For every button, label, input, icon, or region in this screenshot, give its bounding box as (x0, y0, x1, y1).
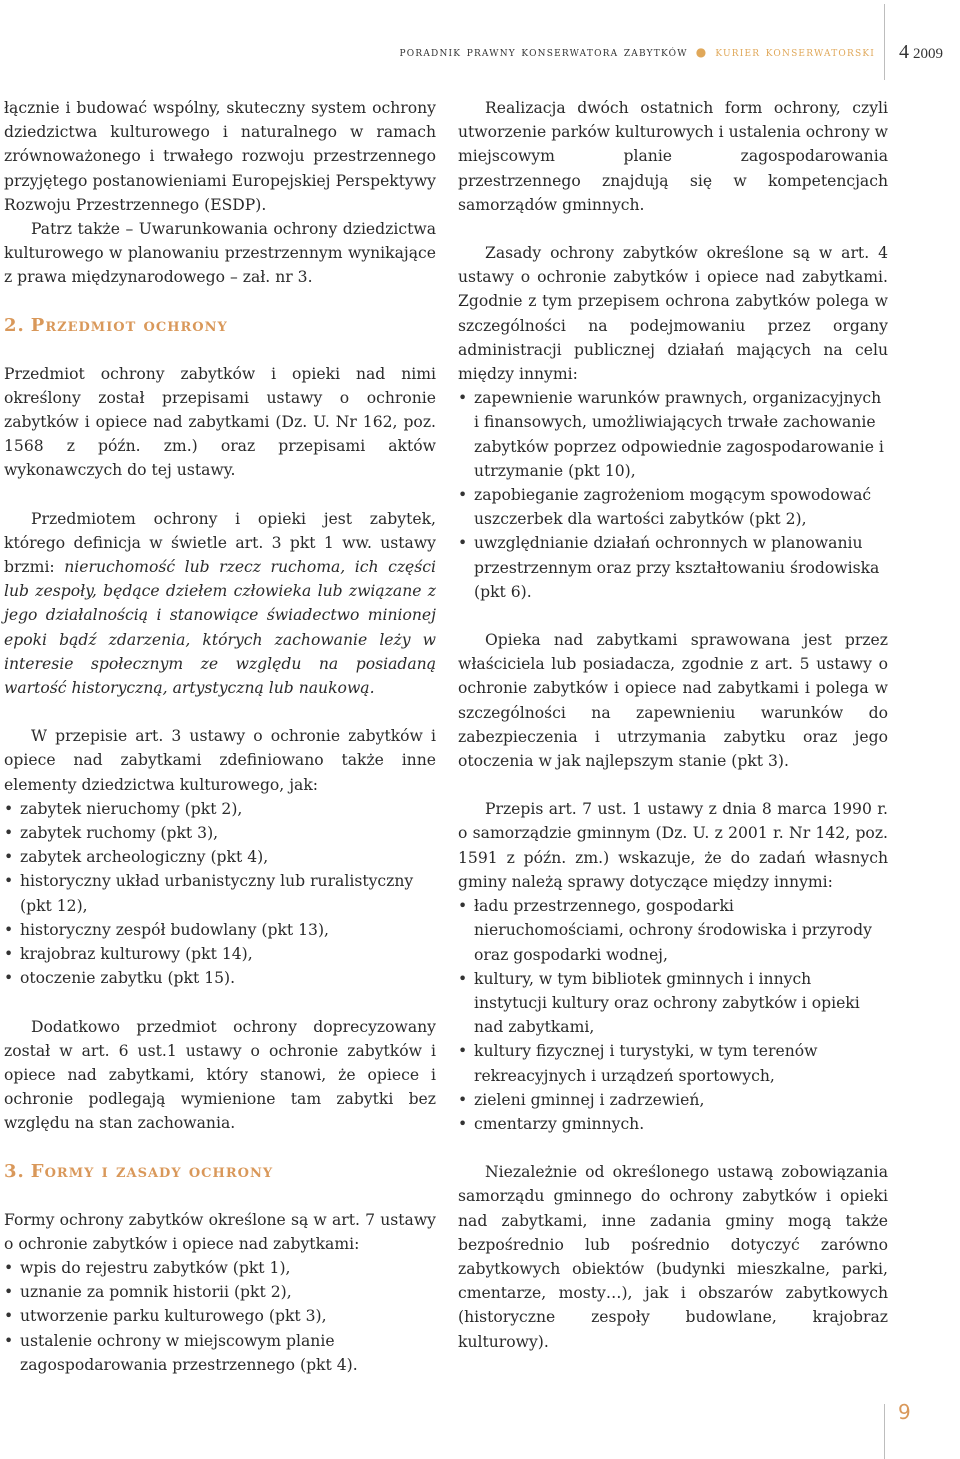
header-magazine-title: kurier konserwatorski (715, 44, 875, 60)
list-item: • wpis do rejestru zabytków (pkt 1), (4, 1256, 436, 1280)
page-number: 9 (898, 1400, 911, 1424)
paragraph: łącznie i budować wspólny, skuteczny system ochrony dziedzictwa kulturowego i naturalnego w ramach zrównoważonego i trwałego rozwoju przestrzennego przyjętego postanowieniami Europejskiej Perspektywy Rozwoju Przestrzennego (ESDP). (4, 99, 436, 214)
definition-text: nieruchomość lub rzecz ruchoma, ich części lub zespoły, będące dziełem człowieka lub związane z jego działalnością i stanowiące świadectwo minionej epoki bądź zdarzenia, których zachowanie leży w interesie społecznym ze względu na posiadaną wartość historyczną, artystyczną lub naukową. (4, 558, 437, 698)
running-header (300, 44, 875, 60)
issue-year: 2009 (913, 46, 943, 62)
paragraph: Przepis art. 7 ust. 1 ustawy z dnia 8 marca 1990 r. o samorządzie gminnym (Dz. U. z 2001 r. Nr 142, poz. 1591 z późn. zm.) wskazuje, że do zadań własnych gminy należą sprawy dotyczące między innymi: (458, 800, 888, 891)
list-item: • krajobraz kulturowy (pkt 14), (4, 942, 436, 966)
paragraph: Formy ochrony zabytków określone są w art. 7 ustawy o ochronie zabytków i opiece nad zabytkami: (4, 1210, 436, 1253)
header-series-title: poradnik prawny konserwatora zabytków (399, 44, 688, 60)
list-item: • historyczny zespół budowlany (pkt 13), (4, 918, 436, 942)
list-item: • uznanie za pomnik historii (pkt 2), (4, 1280, 436, 1304)
list-item: • zapewnienie warunków prawnych, organizacyjnych i finansowych, umożliwiających trwałe zachowanie zabytków poprzez odpowiednie zagospodarowanie i utrzymanie (pkt 10), (458, 386, 888, 483)
list-item: • cmentarzy gminnych. (458, 1112, 888, 1136)
right-column (458, 96, 888, 1354)
list-item: • ładu przestrzennego, gospodarki nieruchomościami, ochrony środowiska i przyrody oraz gospodarki wodnej, (458, 894, 888, 967)
header-divider-line (884, 4, 885, 80)
bullet-list (458, 894, 888, 1136)
paragraph: Dodatkowo przedmiot ochrony doprecyzowany został w art. 6 ust.1 ustawy o ochronie zabytków i opiece nad zabytkami, który stanowi, że opiece i ochronie podlegają wymienione tam zabytki bez względu na stan zachowania. (4, 1017, 436, 1133)
paragraph: Przedmiot ochrony zabytków i opieki nad nimi określony został przepisami ustawy o ochronie zabytków i opiece nad zabytkami (Dz. U. Nr 162, poz. 1568 z późn. zm.) oraz przepisami aktów wykonawczych do tej ustawy. (4, 364, 436, 480)
list-item: • zabytek nieruchomy (pkt 2), (4, 797, 436, 821)
issue-label (899, 41, 943, 64)
paragraph: W przepisie art. 3 ustawy o ochronie zabytków i opiece nad zabytkami zdefiniowano także inne elementy dziedzictwa kulturowego, jak: (4, 727, 436, 794)
list-item: • historyczny układ urbanistyczny lub ruralistyczny (pkt 12), (4, 869, 436, 917)
list-item: • kultury fizycznej i turystyki, w tym terenów rekreacyjnych i urządzeń sportowych, (458, 1039, 888, 1087)
paragraph: Patrz także – Uwarunkowania ochrony dziedzictwa kulturowego w planowaniu przestrzennym wynikające z prawa międzynarodowego – zał. nr 3. (4, 220, 436, 287)
list-item: • utworzenie parku kulturowego (pkt 3), (4, 1304, 436, 1328)
left-column (4, 96, 436, 1377)
list-item: • kultury, w tym bibliotek gminnych i innych instytucji kultury oraz ochrony zabytków i opieki nad zabytkami, (458, 967, 888, 1040)
paragraph: Realizacja dwóch ostatnich form ochrony, czyli utworzenie parków kulturowych i ustalenia ochrony w miejscowym planie zagospodarowania przestrzennego znajdują się w kompetencjach samorządów gminnych. (458, 99, 888, 214)
bullet-list (4, 797, 436, 991)
paragraph: Opieka nad zabytkami sprawowana jest przez właściciela lub posiadacza, zgodnie z art. 5 ustawy o ochronie zabytków i opiece nad zabytkami i polega w szczególności na zapewnieniu warunków do zabezpieczenia i utrzymania zabytku oraz jego otoczenia w jak najlepszym stanie (pkt 3). (458, 631, 888, 771)
paragraph: Zasady ochrony zabytków określone są w art. 4 ustawy o ochronie zabytków i opiece nad zabytkami. Zgodnie z tym przepisem ochrona zabytków polega w szczególności na podejmowaniu przez organy administracji publicznej działań mających na celu między innymi: (458, 244, 888, 384)
list-item: • zabytek ruchomy (pkt 3), (4, 821, 436, 845)
list-item: • otoczenie zabytku (pkt 15). (4, 966, 436, 990)
list-item: • ustalenie ochrony w miejscowym planie zagospodarowania przestrzennego (pkt 4). (4, 1329, 436, 1377)
bullet-list (458, 386, 888, 604)
list-item: • zapobieganie zagrożeniom mogącym spowodować uszczerbek dla wartości zabytków (pkt 2), (458, 483, 888, 531)
section-heading: 3. Formy i zasady ochrony (4, 1160, 274, 1182)
list-item: • zieleni gminnej i zadrzewień, (458, 1088, 888, 1112)
bullet-separator-icon: ● (695, 45, 708, 59)
list-item: • uwzględnianie działań ochronnych w planowaniu przestrzennym oraz przy kształtowaniu środowiska (pkt 6). (458, 531, 888, 604)
bullet-list (4, 1256, 436, 1377)
list-item: • zabytek archeologiczny (pkt 4), (4, 845, 436, 869)
paragraph: Niezależnie od określonego ustawą zobowiązania samorządu gminnego do ochrony zabytków i opieki nad zabytkami, inne zadania gminy mogą także bezpośrednio lub pośrednio dotyczyć zarówno zabytkowych obiektów (budynki mieszkalne, parki, cmentarze, mosty…), jak i obszarów zabytkowych (historyczne zespoły budowlane, krajobraz kulturowy). (458, 1163, 888, 1351)
issue-number: 4 (899, 41, 909, 63)
paragraph: Przedmiotem ochrony i opieki jest zabytek, którego definicja w świetle art. 3 pkt 1 ww. ustawy brzmi: nieruchomość lub rzecz ruchoma, ich części lub zespoły, będące dziełem człowieka lub związane z jego działalnością i stanowiące świadectwo minionej epoki bądź zdarzenia, których zachowanie leży w interesie społecznym ze względu na posiadaną wartość historyczną, artystyczną lub naukową. (4, 509, 437, 698)
footer-divider-line (884, 1404, 885, 1459)
section-heading: 2. Przedmiot ochrony (4, 314, 228, 336)
